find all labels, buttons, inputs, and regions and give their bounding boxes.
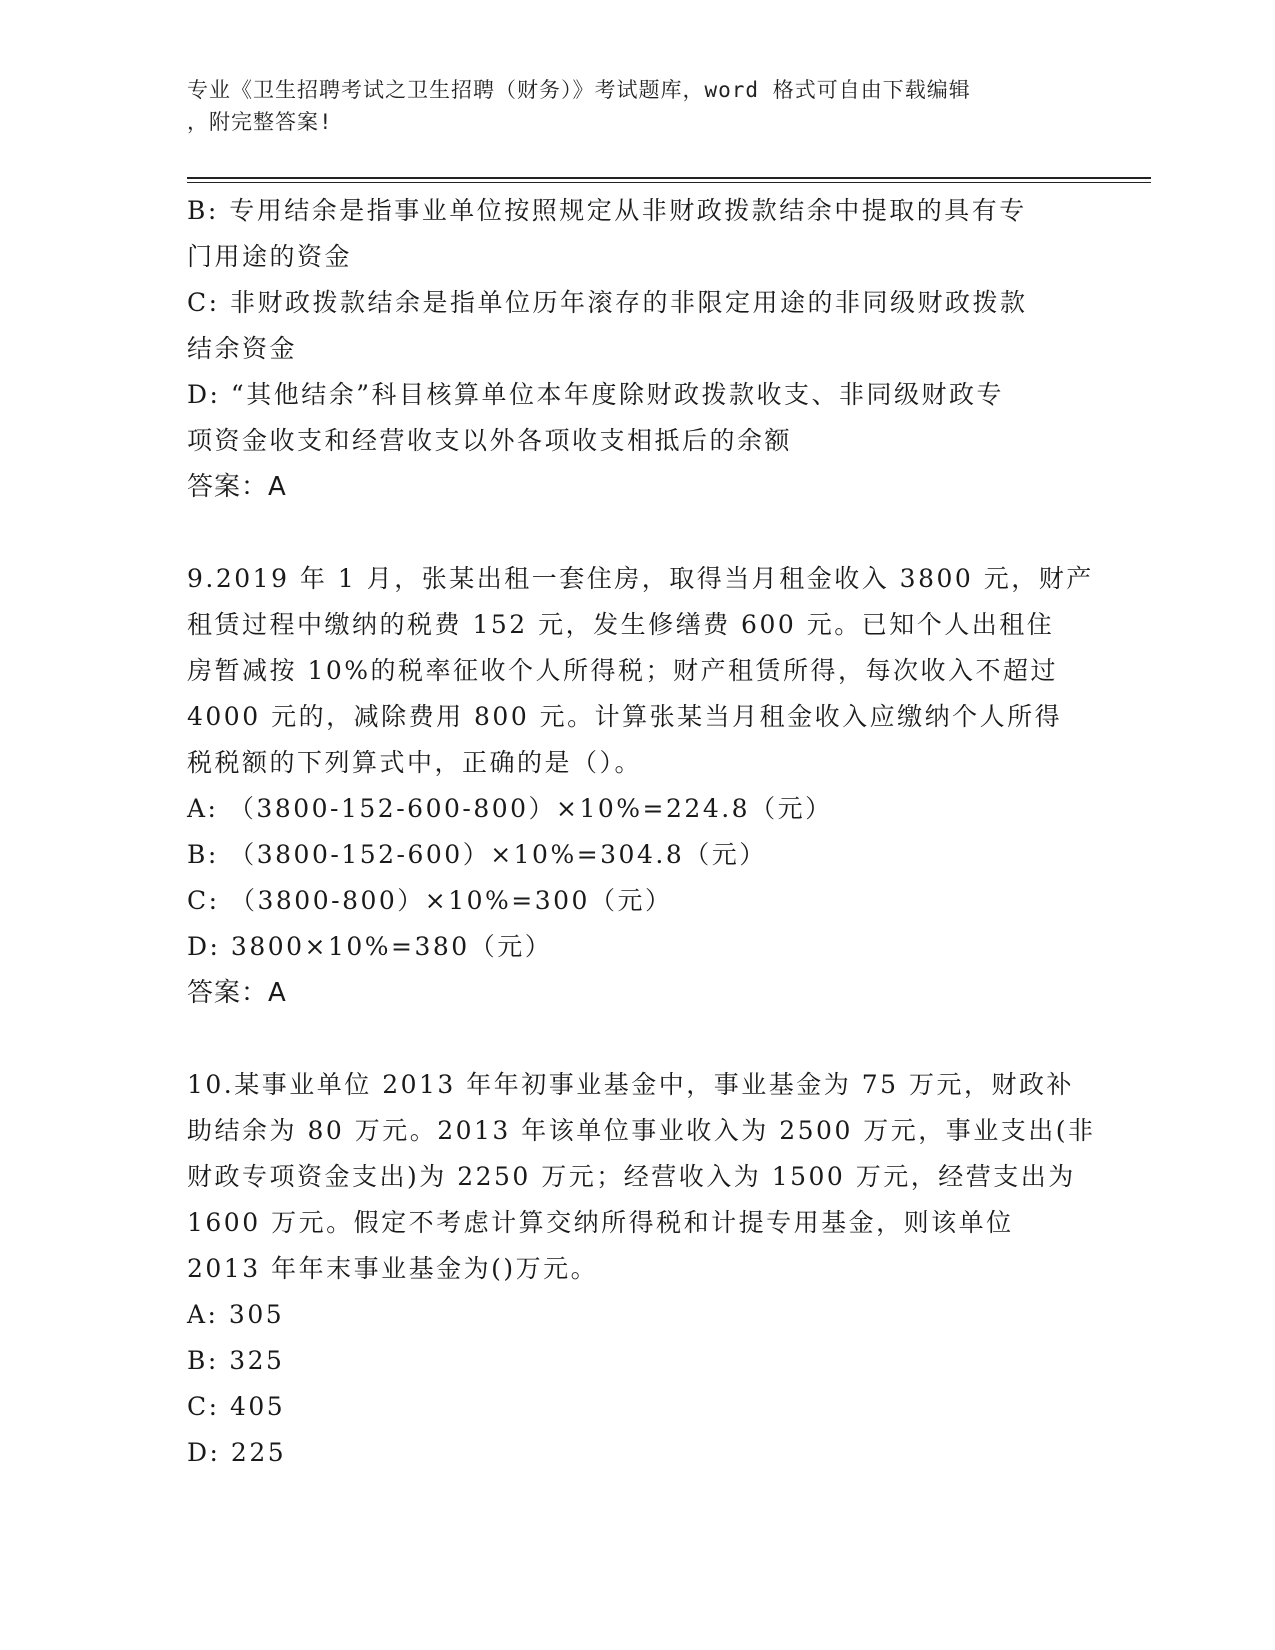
- q9-stem-line-3: 房暂减按 10%的税率征收个人所得税；财产租赁所得，每次收入不超过: [187, 656, 1059, 685]
- q10-stem-line-2: 助结余为 80 万元。2013 年该单位事业收入为 2500 万元，事业支出(非: [187, 1116, 1096, 1145]
- q10-stem-line-4: 1600 万元。假定不考虑计算交纳所得税和计提专用基金，则该单位: [187, 1208, 1014, 1237]
- q9-option-b: B: （3800-152-600）×10%=304.8（元）: [187, 840, 767, 869]
- q9-stem-line-1: 9.2019 年 1 月，张某出租一套住房，取得当月租金收入 3800 元，财产: [187, 564, 1094, 593]
- q10-option-d: D: 225: [187, 1438, 287, 1467]
- question-10: [187, 1062, 1096, 1476]
- q10-option-b: B: 325: [187, 1346, 285, 1375]
- q8-option-d-line-1: D: “其他结余”科目核算单位本年度除财政拨款收支、非同级财政专: [187, 380, 1004, 409]
- q9-stem-line-2: 租赁过程中缴纳的税费 152 元，发生修缮费 600 元。已知个人出租住: [187, 610, 1055, 639]
- q9-answer: 答案：A: [187, 978, 287, 1008]
- question-9: [187, 556, 1094, 1016]
- q9-option-c: C: （3800-800）×10%=300（元）: [187, 886, 673, 915]
- q10-stem-line-3: 财政专项资金支出)为 2250 万元；经营收入为 1500 万元，经营支出为: [187, 1162, 1076, 1191]
- spacer: [187, 510, 1077, 556]
- q8-option-b-line-2: 门用途的资金: [187, 242, 353, 271]
- q8-option-c-line-2: 结余资金: [187, 334, 298, 363]
- q8-answer: 答案：A: [187, 472, 287, 502]
- q10-option-a: A: 305: [187, 1300, 285, 1329]
- spacer: [187, 1016, 1077, 1062]
- q9-option-d: D: 3800×10%=380（元）: [187, 932, 553, 961]
- q10-stem-line-1: 10.某事业单位 2013 年年初事业基金中，事业基金为 75 万元，财政补: [187, 1070, 1074, 1099]
- q10-stem-line-5: 2013 年年末事业基金为()万元。: [187, 1254, 599, 1283]
- question-8-continued: [187, 188, 1077, 510]
- q8-option-b-line-1: B: 专用结余是指事业单位按照规定从非财政拨款结余中提取的具有专: [187, 196, 1027, 225]
- q9-stem-line-4: 4000 元的，减除费用 800 元。计算张某当月租金收入应缴纳个人所得: [187, 702, 1063, 731]
- document-header: [187, 74, 1067, 138]
- document-body: [187, 188, 1096, 1476]
- q9-option-a: A: （3800-152-600-800）×10%=224.8（元）: [187, 794, 833, 823]
- header-line-1: 专业《卫生招聘考试之卫生招聘（财务）》考试题库，word 格式可自由下载编辑: [187, 78, 971, 102]
- q8-option-c-line-1: C: 非财政拨款结余是指单位历年滚存的非限定用途的非同级财政拨款: [187, 288, 1028, 317]
- header-line-2: ，附完整答案!: [187, 110, 333, 134]
- header-rule-thick: [187, 177, 1151, 179]
- header-rule-thin: [187, 182, 1151, 183]
- q8-option-d-line-2: 项资金收支和经营收支以外各项收支相抵后的余额: [187, 426, 793, 455]
- q9-stem-line-5: 税税额的下列算式中，正确的是（）。: [187, 748, 643, 777]
- q10-option-c: C: 405: [187, 1392, 286, 1421]
